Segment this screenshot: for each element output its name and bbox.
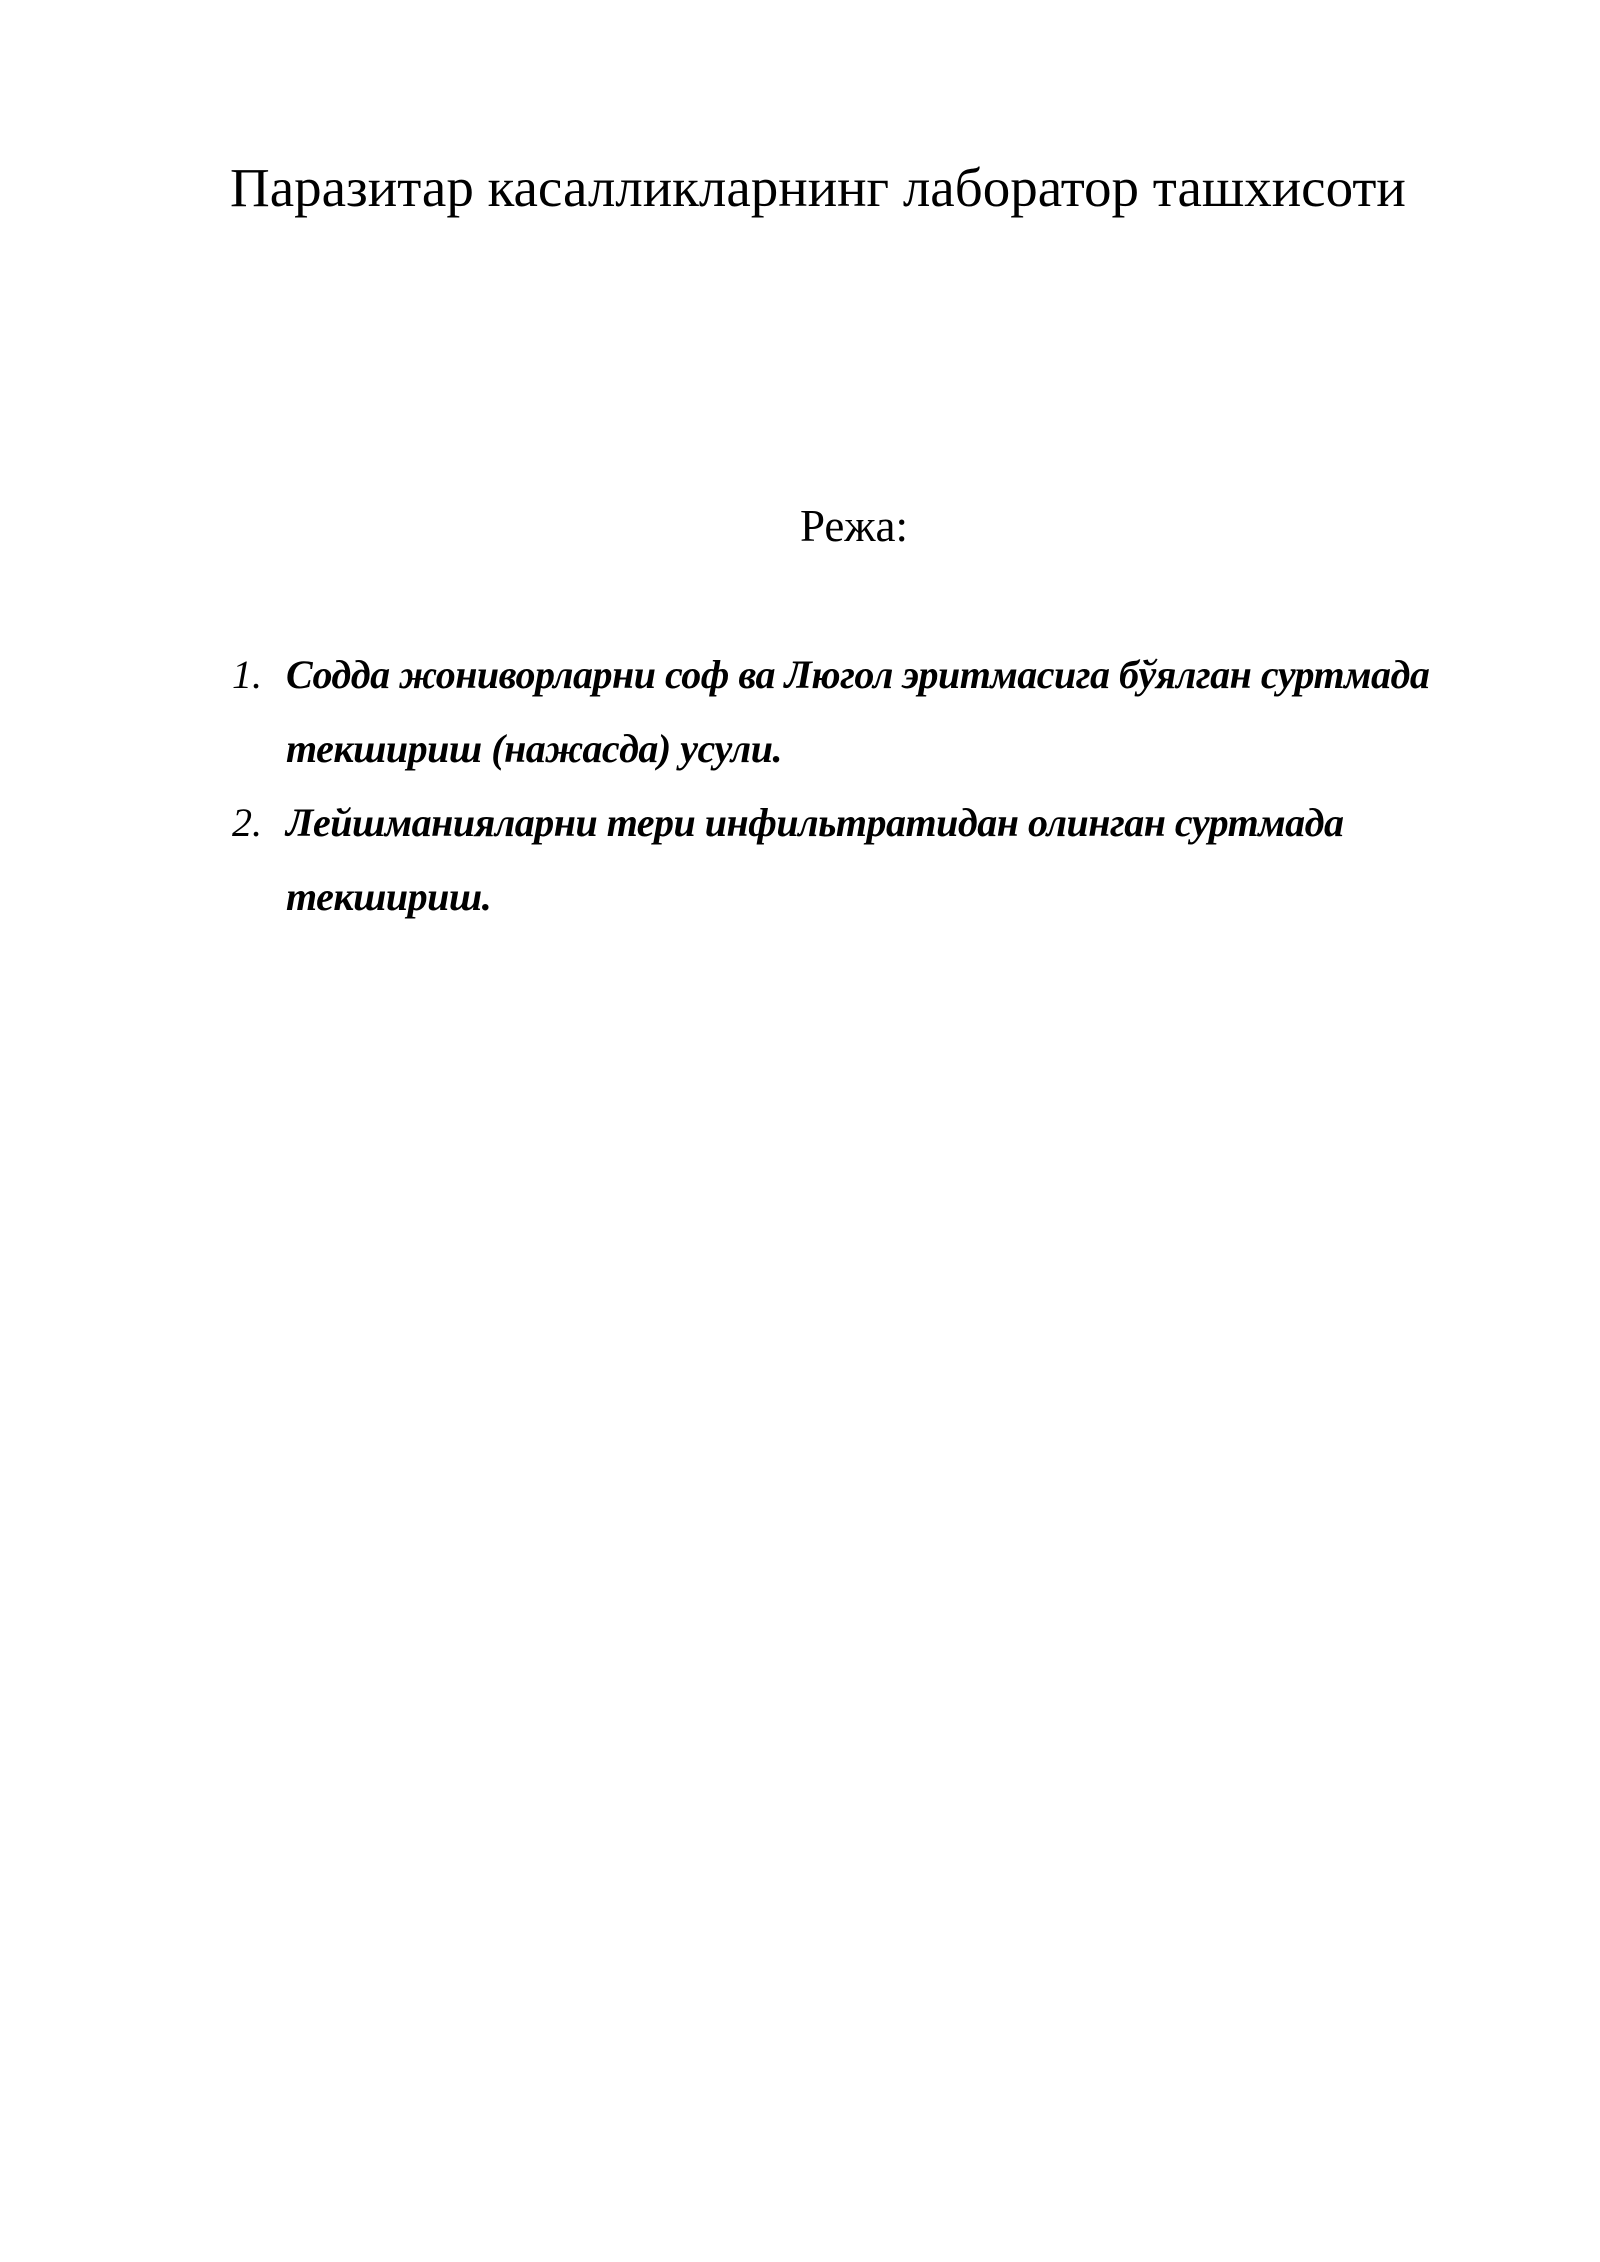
plan-item: [232, 638, 1482, 786]
document-title: Паразитар касалликларнинг лаборатор ташхисоти: [230, 157, 1406, 218]
plan-item-number: 1.: [232, 652, 262, 697]
plan-item: [232, 786, 1482, 934]
plan-item-number: 2.: [232, 800, 262, 845]
plan-item-text: Лейшманияларни тери инфильтратидан олинган суртмада текшириш.: [286, 800, 1344, 919]
plan-item-text: Содда жониворларни соф ва Люгол эритмасига бўялган суртмада текшириш (нажасда) усули.: [286, 652, 1430, 771]
plan-heading: Режа:: [800, 501, 908, 551]
